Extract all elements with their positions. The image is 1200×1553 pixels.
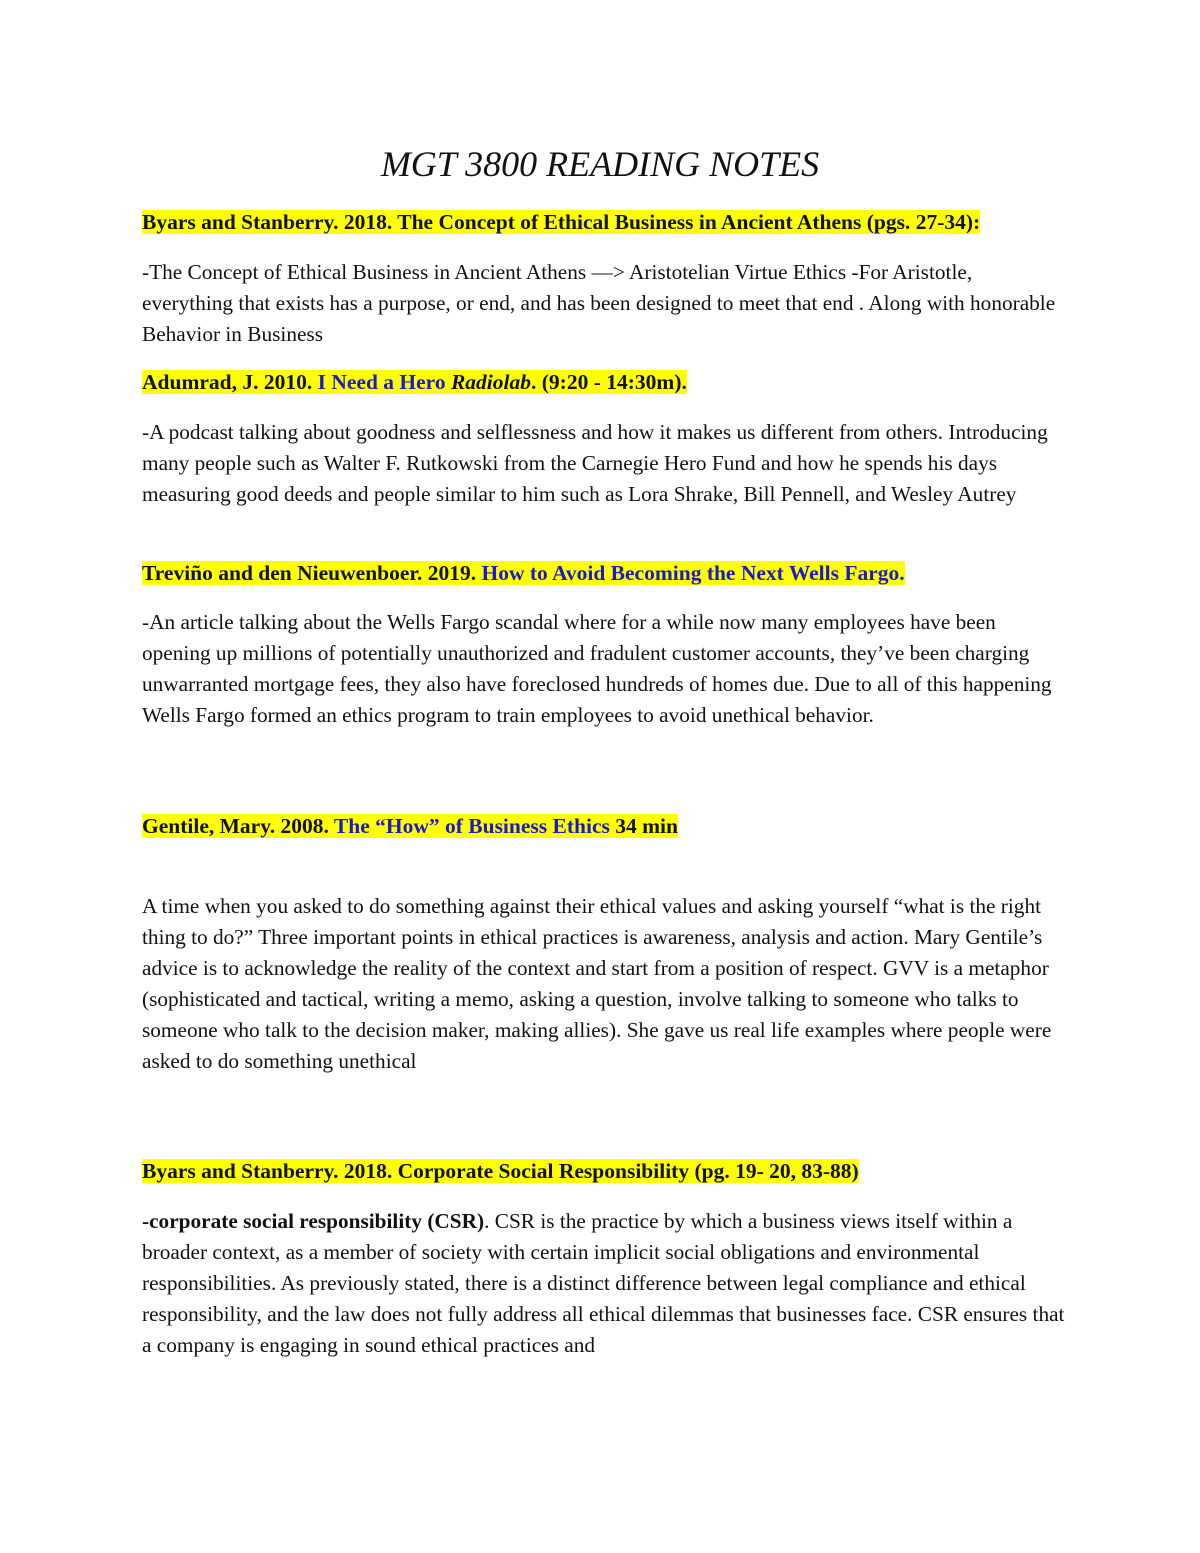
section-body: -An article talking about the Wells Fargo scandal where for a while now many employees have been opening up millions of potentially unauthorized and fradulent customer accounts, they’ve been charging unwarranted mortgage fees, they also have foreclosed hundreds of homes due. Due to all of this happening Wells Fargo formed an ethics program to train employees to avoid unethical behavior. bbox=[142, 610, 1052, 727]
section-heading bbox=[142, 208, 980, 236]
section-body: -The Concept of Ethical Business in Ancient Athens —> Aristotelian Virtue Ethics -For Aristotle, everything that exists has a purpose, or end, and has been designed to meet that end . Along with honorable Behavior in Business bbox=[142, 260, 1056, 346]
section-body: A time when you asked to do something against their ethical values and asking yourself “what is the right thing to do?” Three important points in ethical practices is awareness, analysis and action. Mary Gentile’s advice is to acknowledge the reality of the context and start from a position of respect. GVV is a metaphor (sophisticated and tactical, writing a memo, asking a question, involve talking to someone who talks to someone who talk to the decision maker, making allies). She gave us real life examples where people were asked to do something unethical bbox=[142, 894, 1052, 1073]
body-text: . CSR is the practice by which a business views itself within a broader context, as a member of society with certain implicit social obligations and environmental responsibilities. As previously stated, there is a distinct difference between legal compliance and ethical responsibility, and the law does not fully address all ethical dilemmas that businesses face. CSR ensures that a company is engaging in sound ethical practices and bbox=[142, 1209, 1065, 1357]
section-heading bbox=[142, 368, 687, 396]
section-body: -A podcast talking about goodness and selflessness and how it makes us different from others. Introducing many people such as Walter F. Rutkowski from the Carnegie Hero Fund and how he spends his days measuring good deeds and people similar to him such as Lora Shrake, Bill Pennell, and Wesley Autrey bbox=[142, 420, 1048, 506]
section-heading bbox=[142, 559, 905, 587]
heading-link[interactable]: The “How” of Business Ethics bbox=[333, 814, 610, 838]
section-body bbox=[142, 1206, 1067, 1361]
heading-citation: Adumrad, J. 2010. bbox=[142, 370, 318, 394]
heading-citation: Treviño and den Nieuwenboer. 2019. bbox=[142, 561, 482, 585]
section-heading bbox=[142, 1157, 859, 1185]
heading-link[interactable]: I Need a Hero bbox=[317, 370, 451, 394]
heading-citation: Byars and Stanberry. 2018. The Concept of Ethical Business in Ancient Athens (pgs. 27-34): bbox=[142, 210, 981, 234]
body-term: -corporate social responsibility (CSR) bbox=[142, 1209, 485, 1233]
heading-citation: Byars and Stanberry. 2018. Corporate Social Responsibility (pg. 19- 20, 83-88) bbox=[142, 1159, 859, 1183]
heading-italic-source: Radiolab bbox=[450, 370, 532, 394]
heading-link[interactable]: How to Avoid Becoming the Next Wells Fargo. bbox=[481, 561, 905, 585]
heading-suffix: 34 min bbox=[609, 814, 678, 838]
section-heading bbox=[142, 812, 678, 840]
heading-suffix: . (9:20 - 14:30m). bbox=[531, 370, 687, 394]
document-title: MGT 3800 READING NOTES bbox=[380, 144, 820, 184]
heading-citation: Gentile, Mary. 2008. bbox=[142, 814, 334, 838]
